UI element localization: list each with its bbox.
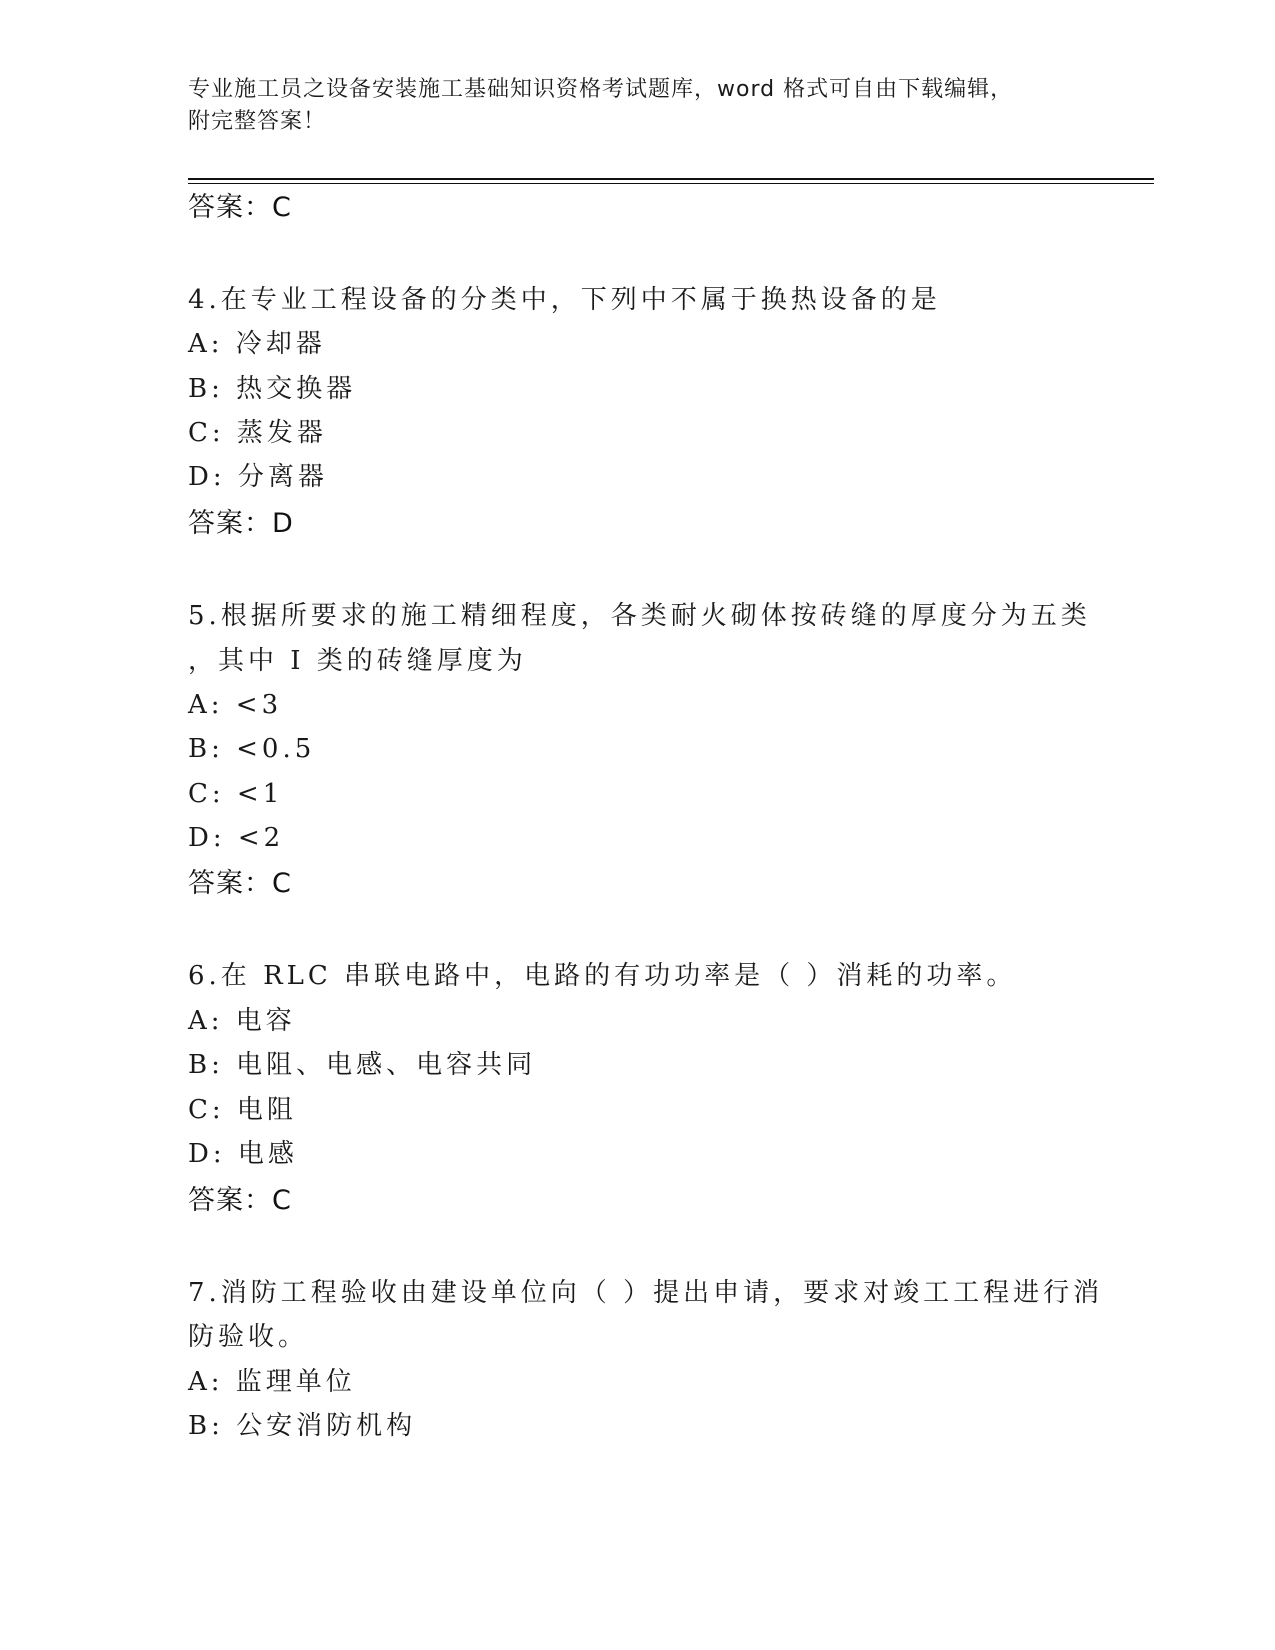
question-4-stem: 4.在专业工程设备的分类中，下列中不属于换热设备的是 xyxy=(188,285,941,315)
question-4-option-a: A: 冷却器 xyxy=(188,329,326,359)
header-line-2: 附完整答案！ xyxy=(188,109,327,134)
question-5-option-a: A: <3 xyxy=(188,690,283,720)
question-6-option-d: D: 电感 xyxy=(188,1139,298,1169)
question-5-option-c: C: <1 xyxy=(188,779,284,809)
question-7-stem-line-2: 防验收。 xyxy=(188,1322,309,1352)
question-4-option-b: B: 热交换器 xyxy=(188,374,357,404)
question-6-option-a: A: 电容 xyxy=(188,1006,296,1036)
question-5-stem-line-1: 5.根据所要求的施工精细程度，各类耐火砌体按砖缝的厚度分为五类 xyxy=(188,601,1091,631)
question-7-option-b: B: 公安消防机构 xyxy=(188,1411,417,1441)
header-rule-thin xyxy=(188,183,1154,184)
question-7-option-a: A: 监理单位 xyxy=(188,1367,356,1397)
question-6-option-c: C: 电阻 xyxy=(188,1095,297,1125)
question-4-answer: 答案：D xyxy=(188,508,294,539)
header-line-1: 专业施工员之设备安装施工基础知识资格考试题库，word 格式可自由下载编辑， xyxy=(188,77,1014,102)
question-4-option-d: D: 分离器 xyxy=(188,462,328,492)
question-6-stem: 6.在 RLC 串联电路中，电路的有功功率是（ ）消耗的功率。 xyxy=(188,961,1017,991)
question-4-option-c: C: 蒸发器 xyxy=(188,418,327,448)
page-header xyxy=(188,74,1068,138)
question-6-option-b: B: 电阻、电感、电容共同 xyxy=(188,1050,537,1080)
question-5-option-b: B: <0.5 xyxy=(188,734,316,764)
question-5-option-d: D: <2 xyxy=(188,823,285,853)
previous-answer: 答案：C xyxy=(188,192,292,223)
question-5-stem-line-2: ，其中 I 类的砖缝厚度为 xyxy=(188,646,527,676)
question-6-answer: 答案：C xyxy=(188,1185,292,1216)
question-5-answer: 答案：C xyxy=(188,868,292,899)
question-7-stem-line-1: 7.消防工程验收由建设单位向（ ）提出申请，要求对竣工工程进行消 xyxy=(188,1278,1104,1308)
header-rule-thick xyxy=(188,178,1154,180)
